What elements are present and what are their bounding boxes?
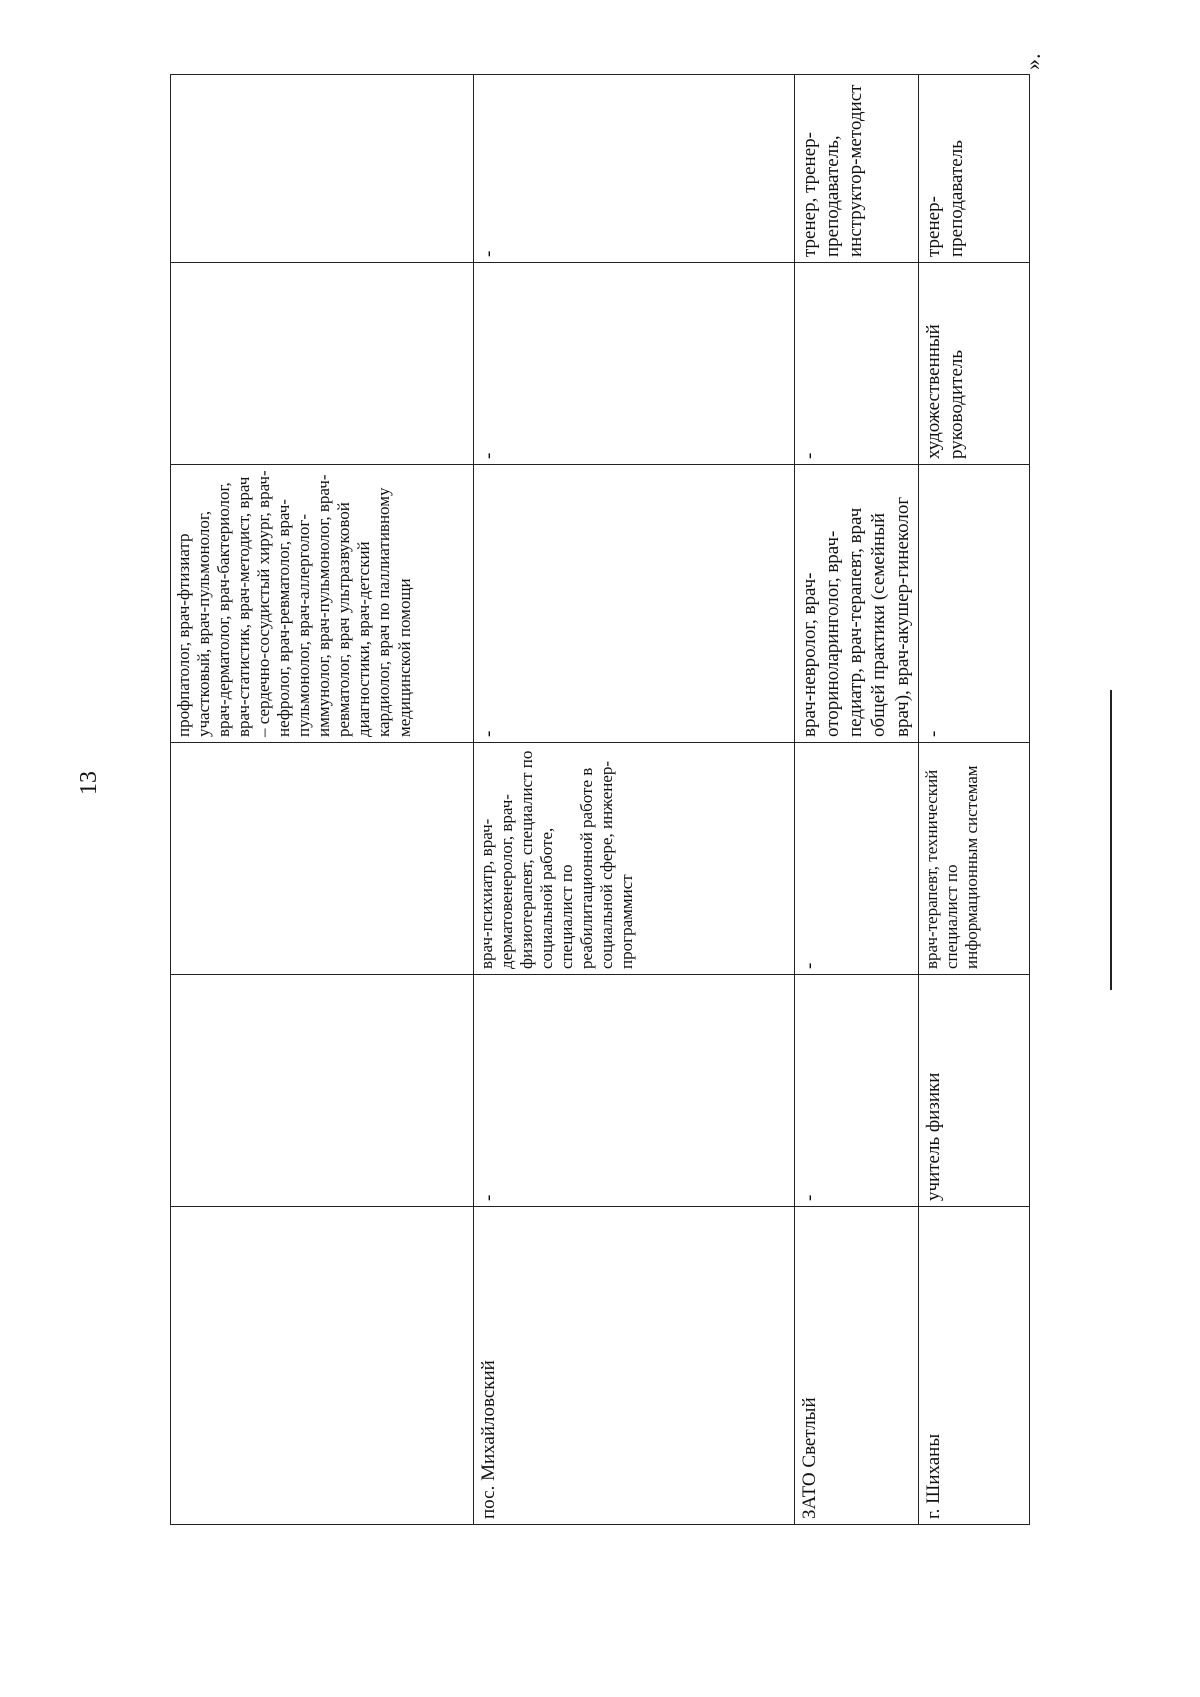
- closing-quote-mark: ».: [1020, 53, 1045, 70]
- cell-col6: тренер, тренер-преподаватель, инструктор-методист: [794, 75, 918, 263]
- rotated-table-wrapper: [170, 75, 1030, 1525]
- table-row: [918, 75, 1029, 1525]
- cell-col6: -: [473, 75, 794, 263]
- cell-col4: врач-невролог, врач-оториноларинголог, врач-педиатр, врач-терапевт, врач общей практики (семейный врач), врач-акушер-гинеколог: [794, 465, 918, 743]
- cell-location: [171, 1207, 474, 1525]
- cell-location: ЗАТО Светлый: [794, 1207, 918, 1525]
- cell-col5: -: [473, 263, 794, 465]
- table-row: [171, 75, 474, 1525]
- cell-col2: -: [473, 975, 794, 1207]
- cell-location: пос. Михайловский: [473, 1207, 794, 1525]
- cell-col5: -: [794, 263, 918, 465]
- page-number: 13: [76, 771, 102, 795]
- cell-col4: -: [918, 465, 1029, 743]
- cell-col2: -: [794, 975, 918, 1207]
- cell-col4: -: [473, 465, 794, 743]
- cell-col3: [171, 743, 474, 975]
- cell-col4: профпатолог, врач-фтизиатр участковый, врач-пульмонолог, врач-дерматолог, врач-бактериолог, врач-статистик, врач-методист, врач – сердечно-сосудистый хирург, врач-нефролог, врач-ревматолог, врач-пульмонолог, врач-аллерголог-иммунолог, врач-пульмонолог, врач-ревматолог, врач ультразвуковой диагностики, врач-детский кардиолог, врач по паллиативному медицинской помощи: [171, 465, 474, 743]
- cell-col5: художественный руководитель: [918, 263, 1029, 465]
- cell-col3: врач-терапевт, технический специалист по информационным системам: [918, 743, 1029, 975]
- cell-col3: -: [794, 743, 918, 975]
- table-row: [473, 75, 794, 1525]
- cell-col2: учитель физики: [918, 975, 1029, 1207]
- table-row: [794, 75, 918, 1525]
- cell-col3: врач-психиатр, врач-дерматовенеролог, врач-физиотерапевт, специалист по социальной работе, специалист по реабилитационной работе в социальной сфере, инженер-программист: [473, 743, 794, 975]
- cell-location: г. Шиханы: [918, 1207, 1029, 1525]
- cell-col2: [171, 975, 474, 1207]
- cell-col6: тренер-преподаватель: [918, 75, 1029, 263]
- footnote-separator-line: [1110, 690, 1112, 990]
- cell-col5: [171, 263, 474, 465]
- vacancies-table: [170, 74, 1030, 1525]
- cell-col6: [171, 75, 474, 263]
